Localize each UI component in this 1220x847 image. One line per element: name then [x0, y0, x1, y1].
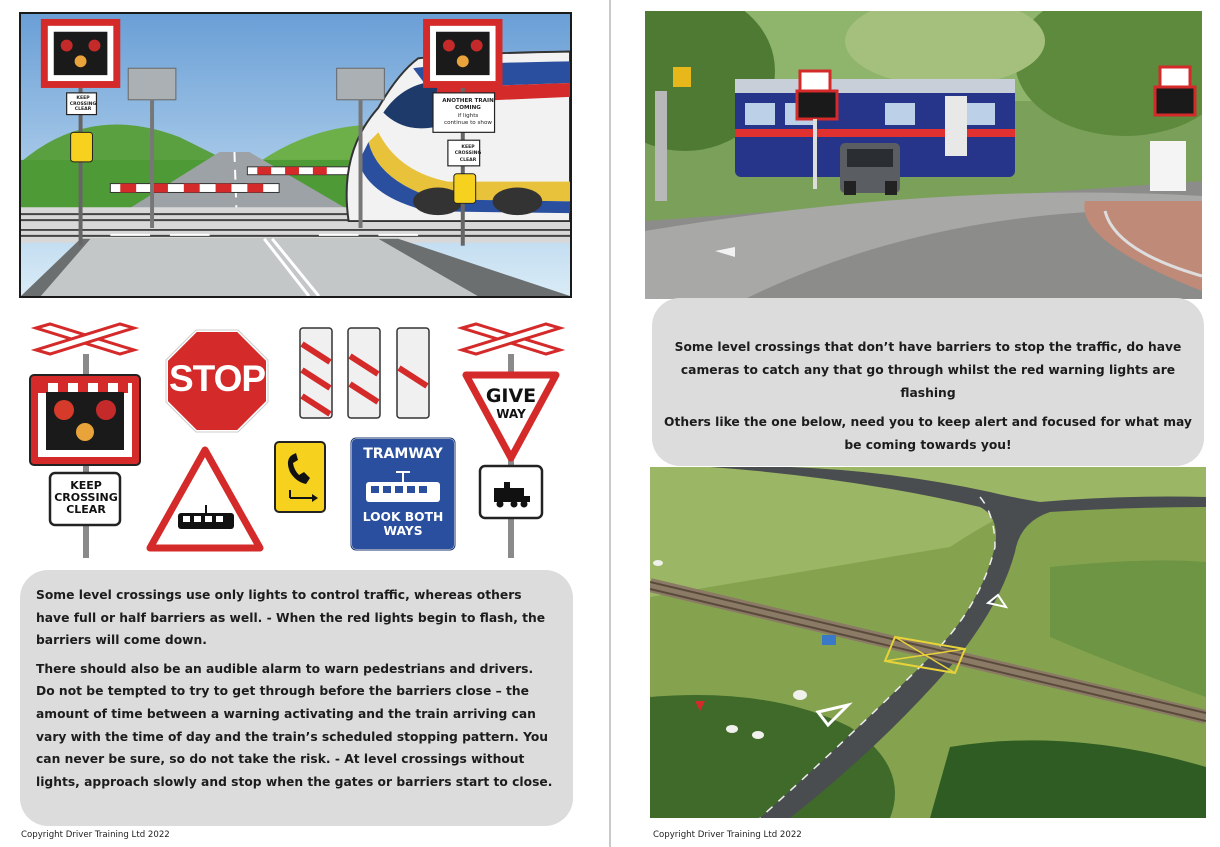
hero-sign-text: KEEP — [461, 145, 475, 150]
telephone-sign — [275, 442, 325, 512]
tramway-sign-title: TRAMWAY — [363, 446, 443, 462]
hero-sign-text: continue to show — [444, 120, 492, 127]
copyright-right: Copyright Driver Training Ltd 2022 — [653, 830, 802, 840]
train-crossing-photo — [645, 11, 1202, 299]
page-divider — [609, 0, 611, 847]
warning-lights-sign — [30, 324, 140, 558]
camera-info-box — [652, 298, 1204, 466]
sign-text: LOOK BOTH — [362, 510, 444, 524]
countdown-markers — [300, 328, 429, 418]
camera-info-paragraph-2: Others like the one below, need you to keep alert and focused for what may be coming towards you! — [664, 415, 1192, 452]
info-paragraph-2: There should also be an audible alarm to warn pedestrians and drivers. Do not be tempted to try to get through before the barriers close – the amount of time between a warning activating and the train arriving can vary with the time of day and the train’s scheduled stopping pattern. You can never be sure, so do not take the risk. - At level crossings without lights, approach slowly and stop when the gates or barriers start to close. — [36, 661, 553, 789]
right-page — [612, 0, 1220, 847]
hero-another-train-coming-sign — [437, 98, 499, 128]
hero-keep-crossing-clear-sign-2 — [452, 145, 484, 164]
hero-sign-text: if lights — [457, 112, 479, 119]
hero-sign-text: KEEP — [76, 96, 90, 101]
copyright-left: Copyright Driver Training Ltd 2022 — [21, 830, 170, 840]
hero-keep-crossing-clear-sign — [68, 96, 98, 113]
sign-text: WAY — [496, 407, 526, 421]
stop-sign-text: STOP — [168, 358, 266, 399]
hero-sign-text: CROSSING — [454, 151, 482, 157]
level-crossing-illustration — [19, 12, 572, 298]
info-paragraph-1: Some level crossings use only lights to control traffic, whereas others have full or half barriers as well. - When the red lights begin to flash, the barriers will come down. — [36, 588, 546, 648]
road-signs-panel — [20, 320, 572, 560]
hero-sign-text: CROSSING — [69, 101, 97, 107]
level-crossing-info-box — [20, 570, 573, 826]
give-way-sign-text — [472, 385, 550, 421]
give-way-sign — [462, 324, 560, 558]
sign-text: WAYS — [383, 524, 423, 538]
keep-crossing-clear-sign-text — [51, 480, 121, 517]
look-both-ways-text — [351, 510, 455, 538]
tram-warning-sign — [150, 450, 260, 548]
open-crossing-aerial-photo — [650, 467, 1206, 818]
sign-text: CROSSING — [54, 491, 118, 505]
sign-text: GIVE — [485, 385, 537, 407]
camera-info-paragraph-1: Some level crossings that don’t have barriers to stop the traffic, do have cameras to catch any that go through whilst the red warning lights are flashing — [674, 340, 1182, 400]
hero-sign-text: CLEAR — [74, 107, 92, 112]
left-page — [0, 0, 608, 847]
hero-sign-text: COMING — [455, 105, 481, 112]
sign-text: CLEAR — [66, 503, 106, 517]
hero-sign-text: ANOTHER TRAIN — [442, 98, 494, 104]
sign-text: KEEP — [70, 479, 102, 492]
hero-sign-text: CLEAR — [459, 157, 477, 163]
